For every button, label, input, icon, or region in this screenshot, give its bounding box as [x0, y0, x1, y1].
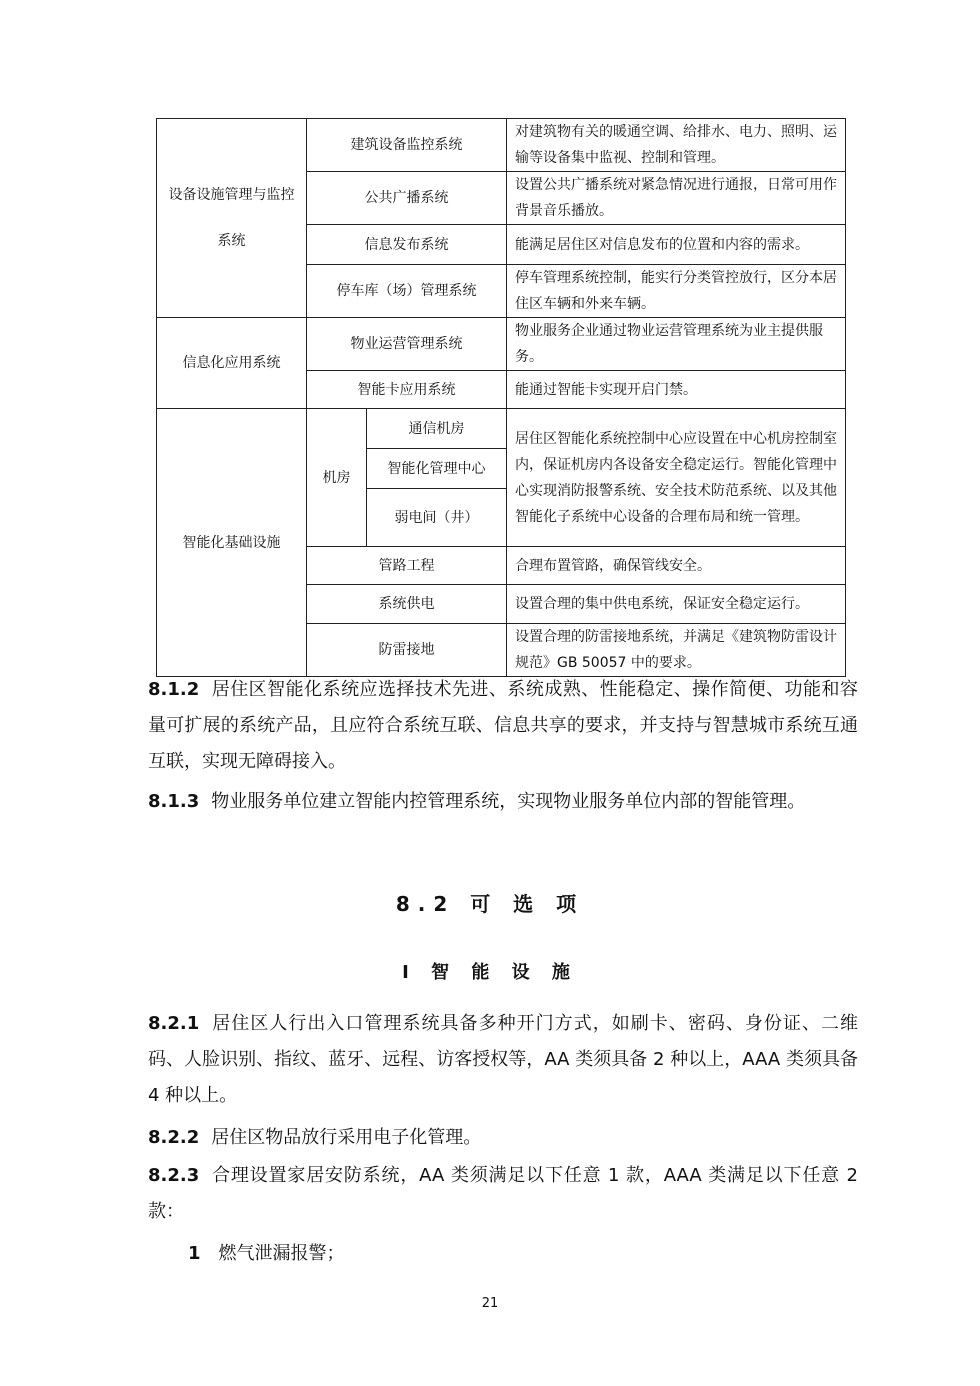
clause-8-2-2 — [148, 1120, 858, 1156]
system-cell: 系统供电 — [307, 585, 507, 624]
clause-text: 居住区智能化系统应选择技术先进、系统成熟、性能稳定、操作简便、功能和容量可扩展的系统产品，且应符合系统互联、信息共享的要求，并支持与智慧城市系统互通互联，实现无障碍接入。 — [148, 679, 858, 772]
clause-8-2-3 — [148, 1158, 858, 1230]
clause-number: 8.2.2 — [148, 1127, 200, 1148]
clause-8-2-1 — [148, 1006, 858, 1114]
system-cell: 公共广播系统 — [307, 172, 507, 225]
page-number: 21 — [481, 1296, 499, 1311]
category-label: 系统 — [217, 233, 246, 249]
category-cell — [157, 119, 307, 318]
description-cell: 对建筑物有关的暖通空调、给排水、电力、照明、运输等设备集中监视、控制和管理。 — [507, 119, 846, 172]
machine-room-cell: 机房 — [307, 409, 367, 547]
category-label: 设备设施管理与监控 — [168, 187, 295, 203]
clause-text: 物业服务单位建立智能内控管理系统，实现物业服务单位内部的智能管理。 — [211, 791, 806, 812]
room-cell: 通信机房 — [367, 409, 507, 449]
clause-8-1-3 — [148, 784, 858, 820]
item-number: 1 — [188, 1243, 201, 1264]
description-cell: 物业服务企业通过物业运营管理系统为业主提供服务。 — [507, 318, 846, 371]
clause-text: 居住区人行出入口管理系统具备多种开门方式，如刷卡、密码、身份证、二维码、人脸识别、指纹、蓝牙、远程、访客授权等，AA 类须具备 2 种以上，AAA 类须具备 4 种以上。 — [148, 1013, 858, 1106]
clause-8-1-2 — [148, 672, 858, 780]
system-cell: 停车库（场）管理系统 — [307, 265, 507, 318]
subsection-title: I 智 能 设 施 — [402, 962, 578, 983]
description-cell: 能通过智能卡实现开启门禁。 — [507, 371, 846, 409]
clause-number: 8.2.3 — [148, 1165, 200, 1186]
category-cell: 智能化基础设施 — [157, 409, 307, 677]
clause-number: 8.1.3 — [148, 791, 200, 812]
table-row — [157, 409, 846, 449]
section-title: 8.2 可 选 项 — [395, 892, 585, 916]
description-cell: 能满足居住区对信息发布的位置和内容的需求。 — [507, 225, 846, 265]
clause-number: 8.1.2 — [148, 679, 200, 700]
item-text: 燃气泄漏报警； — [218, 1243, 345, 1264]
system-cell: 建筑设备监控系统 — [307, 119, 507, 172]
table-row — [157, 119, 846, 172]
description-cell: 设置合理的防雷接地系统，并满足《建筑物防雷设计规范》GB 50057 中的要求。 — [507, 624, 846, 677]
system-cell: 信息发布系统 — [307, 225, 507, 265]
clause-text: 居住区物品放行采用电子化管理。 — [211, 1127, 482, 1148]
system-cell: 物业运营管理系统 — [307, 318, 507, 371]
room-cell: 弱电间（井） — [367, 489, 507, 547]
description-cell: 设置公共广播系统对紧急情况进行通报，日常可用作背景音乐播放。 — [507, 172, 846, 225]
system-cell: 管路工程 — [307, 547, 507, 585]
clause-text: 合理设置家居安防系统，AA 类须满足以下任意 1 款，AAA 类满足以下任意 2 款： — [148, 1165, 858, 1222]
table-row — [157, 318, 846, 371]
description-cell: 停车管理系统控制，能实行分类管控放行，区分本居住区车辆和外来车辆。 — [507, 265, 846, 318]
description-cell: 合理布置管路，确保管线安全。 — [507, 547, 846, 585]
clause-number: 8.2.1 — [148, 1013, 200, 1034]
category-cell: 信息化应用系统 — [157, 318, 307, 409]
list-item — [188, 1236, 858, 1272]
description-cell: 居住区智能化系统控制中心应设置在中心机房控制室内，保证机房内各设备安全稳定运行。智能化管理中心实现消防报警系统、安全技术防范系统、以及其他智能化子系统中心设备的合理布局和统一管理。 — [507, 409, 846, 547]
system-cell: 防雷接地 — [307, 624, 507, 677]
description-cell: 设置合理的集中供电系统，保证安全稳定运行。 — [507, 585, 846, 624]
intelligent-systems-table — [156, 118, 846, 677]
room-cell: 智能化管理中心 — [367, 449, 507, 489]
system-cell: 智能卡应用系统 — [307, 371, 507, 409]
